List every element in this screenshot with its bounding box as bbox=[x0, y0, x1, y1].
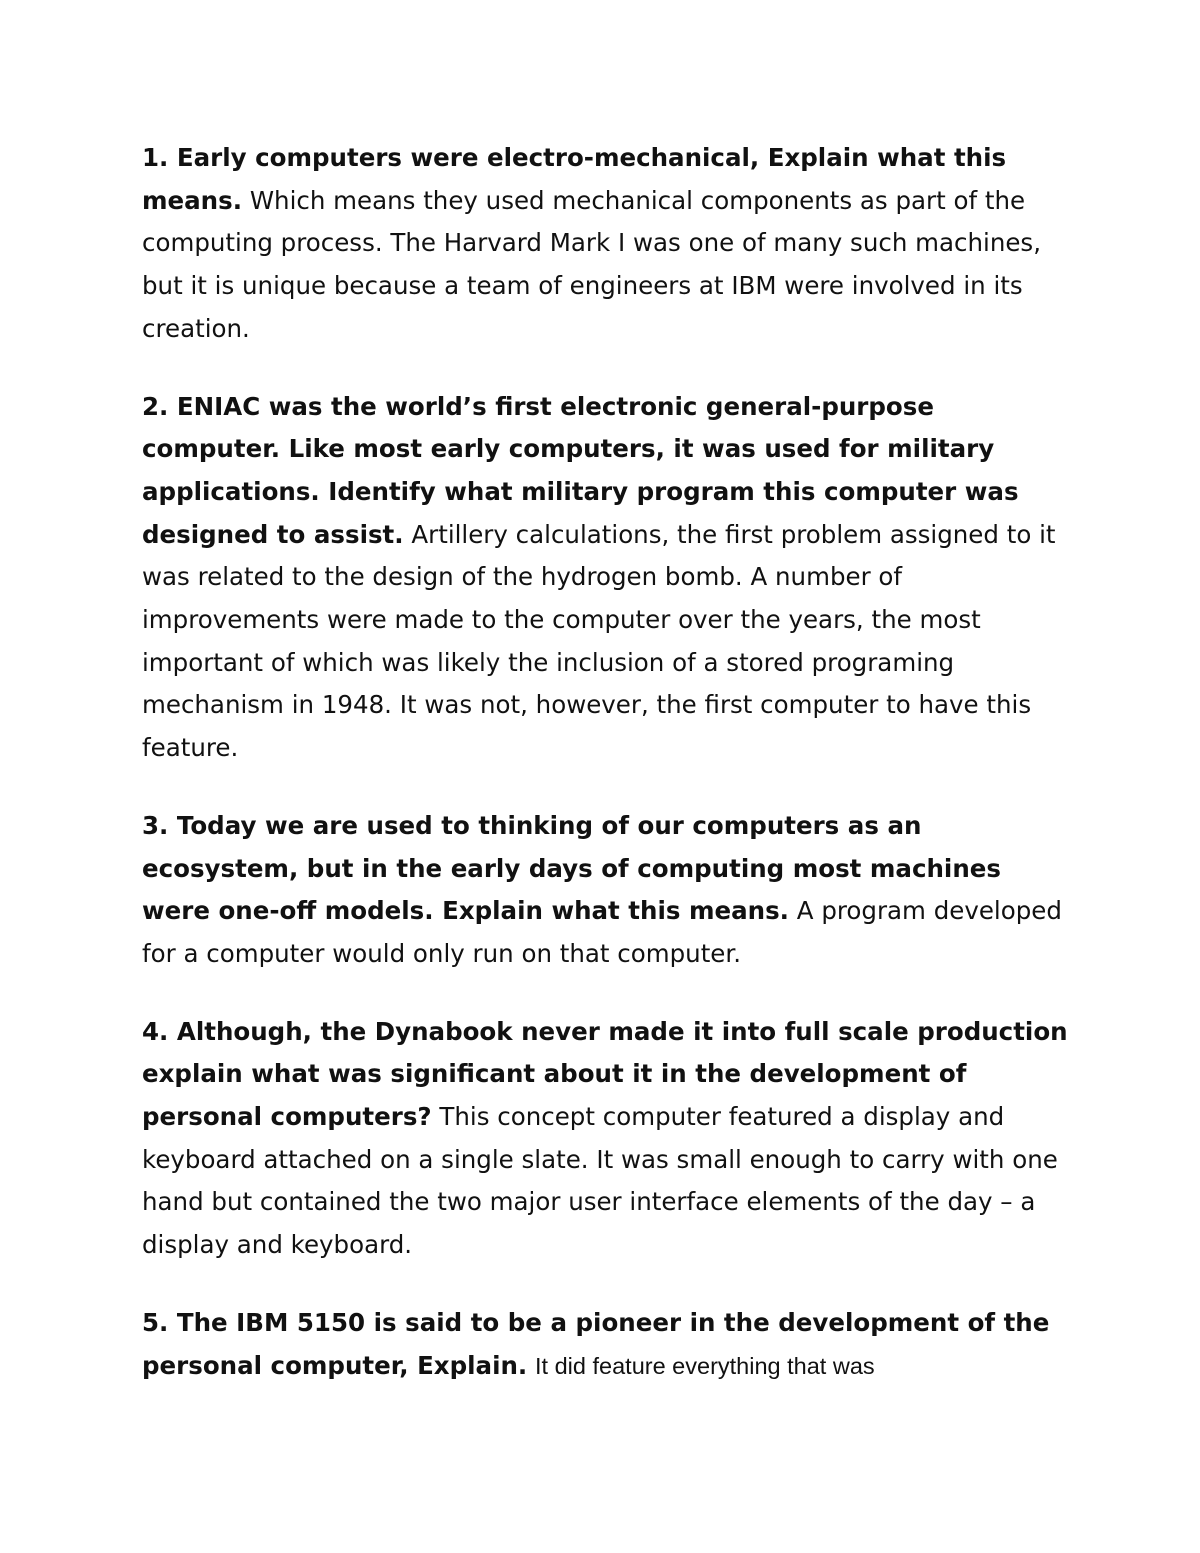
question-text: 4. Although, the Dynabook never made it into full scale production explain what was significant about it in the development of personal computers? bbox=[142, 1016, 1068, 1132]
answer-text: It did feature everything that was bbox=[535, 1352, 875, 1379]
question-text: 3. Today we are used to thinking of our computers as an ecosystem, but in the early days of computing most machines were one-off models. Explain what this means. bbox=[142, 810, 1001, 926]
document-body bbox=[142, 137, 1072, 1387]
question-item-5 bbox=[142, 1302, 1072, 1387]
answer-text: Which means they used mechanical components as part of the computing process. The Harvard Mark I was one of many such machines, but it is unique because a team of engineers at IBM were involved in its creation. bbox=[142, 185, 1041, 343]
answer-text: This concept computer featured a display and keyboard attached on a single slate. It was small enough to carry with one hand but contained the two major user interface elements of the day – a display and keyboard. bbox=[142, 1102, 1058, 1260]
question-text: 2. ENIAC was the world’s first electronic general-purpose computer. Like most early computers, it was used for military applications. Identify what military program this computer was designed to assist. bbox=[142, 391, 1019, 549]
question-item-4 bbox=[142, 1011, 1072, 1267]
question-item-1 bbox=[142, 137, 1072, 351]
question-text: 5. The IBM 5150 is said to be a pioneer in the development of the personal computer, Explain. bbox=[142, 1307, 1050, 1380]
answer-text: Artillery calculations, the first problem assigned to it was related to the design of the hydrogen bomb. A number of improvements were made to the computer over the years, the most important of which was likely the inclusion of a stored programing mechanism in 1948. It was not, however, the first computer to have this feature. bbox=[142, 519, 1056, 763]
question-item-3 bbox=[142, 805, 1072, 976]
question-item-2 bbox=[142, 386, 1072, 770]
question-text: 1. Early computers were electro-mechanical, Explain what this means. bbox=[142, 143, 1007, 215]
answer-text: A program developed for a computer would only run on that computer. bbox=[142, 896, 1062, 968]
